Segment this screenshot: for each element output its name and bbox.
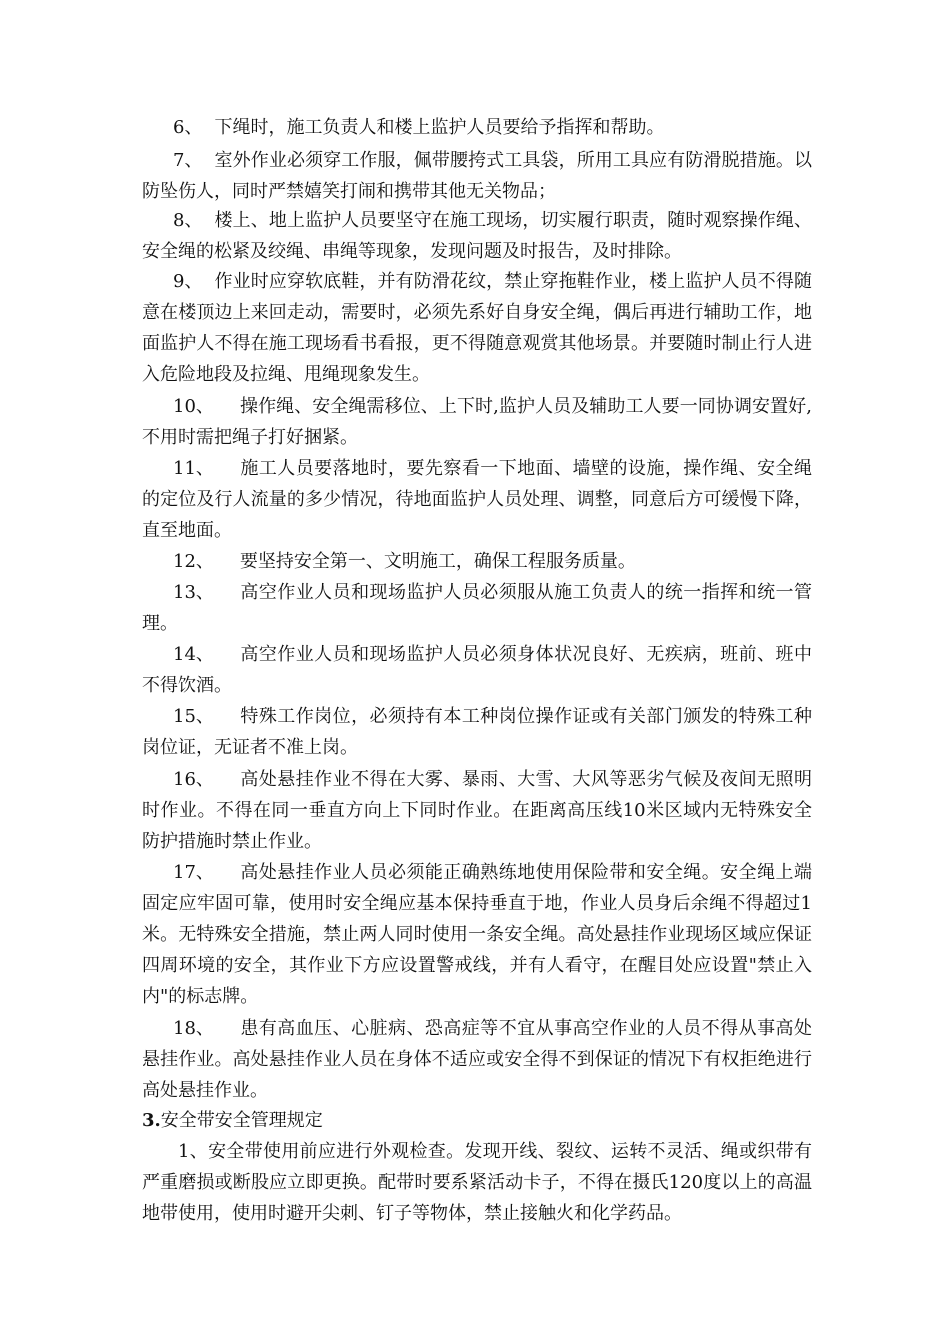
- list-item: [142, 453, 812, 546]
- item-text: 高空作业人员和现场监护人员必须身体状况良好、无疾病，班前、班中不得饮酒。: [142, 644, 812, 696]
- section-number: 3.: [142, 1110, 161, 1131]
- item-number: 13、: [173, 582, 214, 603]
- paragraph: [142, 1136, 812, 1229]
- item-text: 室外作业必须穿工作服，佩带腰挎式工具袋，所用工具应有防滑脱措施。以防坠伤人，同时严禁嬉笑打闹和携带其他无关物品；: [142, 150, 812, 202]
- list-item: [142, 857, 812, 1012]
- item-number: 9、: [173, 271, 203, 292]
- list-item: [142, 112, 812, 143]
- item-text: 操作绳、安全绳需移位、上下时,监护人员及辅助工人要一同协调安置好,不用时需把绳子打好捆紧。: [142, 396, 812, 448]
- list-item: [142, 577, 812, 639]
- list-item: [142, 764, 812, 857]
- section-heading: [142, 1106, 812, 1136]
- item-number: 7、: [173, 150, 203, 171]
- item-text: 作业时应穿软底鞋，并有防滑花纹，禁止穿拖鞋作业，楼上监护人员不得随意在楼顶边上来回走动，需要时，必须先系好自身安全绳，偶后再进行辅助工作，地面监护人不得在施工现场看书看报，更不得随意观赏其他场景。并要随时制止行人进入危险地段及拉绳、甩绳现象发生。: [142, 271, 812, 385]
- item-text: 高处悬挂作业人员必须能正确熟练地使用保险带和安全绳。安全绳上端固定应牢固可靠，使用时安全绳应基本保持垂直于地，作业人员身后余绳不得超过1米。无特殊安全措施，禁止两人同时使用一条安全绳。高处悬挂作业现场区域应保证四周环境的安全，其作业下方应设置警戒线，并有人看守，在醒目处应设置"禁止入内"的标志牌。: [142, 862, 812, 1007]
- item-number: 11、: [173, 458, 214, 479]
- item-number: 6、: [173, 117, 203, 138]
- list-item: [142, 1013, 812, 1106]
- list-item: [142, 701, 812, 763]
- paragraph-text: 1、安全带使用前应进行外观检查。发现开线、裂纹、运转不灵活、绳或织带有严重磨损或断股应立即更换。配带时要系紧活动卡子，不得在摄氏120度以上的高温地带使用，使用时避开尖刺、钉子等物体，禁止接触火和化学药品。: [142, 1141, 812, 1224]
- item-number: 16、: [173, 769, 214, 790]
- section-title: 安全带安全管理规定: [160, 1110, 323, 1131]
- item-text: 特殊工作岗位，必须持有本工种岗位操作证或有关部门颁发的特殊工种岗位证，无证者不准上岗。: [142, 706, 812, 758]
- list-item: [142, 205, 812, 267]
- list-item: [142, 391, 812, 453]
- item-text: 楼上、地上监护人员要坚守在施工现场，切实履行职责，随时观察操作绳、安全绳的松紧及绞绳、串绳等现象，发现问题及时报告，及时排除。: [142, 210, 812, 262]
- list-item: [142, 639, 812, 701]
- list-item: [142, 266, 812, 390]
- item-text: 下绳时，施工负责人和楼上监护人员要给予指挥和帮助。: [214, 117, 665, 138]
- list-item: [142, 546, 812, 577]
- item-number: 15、: [173, 706, 214, 727]
- item-text: 高空作业人员和现场监护人员必须服从施工负责人的统一指挥和统一管理。: [142, 582, 812, 634]
- item-number: 8、: [173, 210, 203, 231]
- item-text: 高处悬挂作业不得在大雾、暴雨、大雪、大风等恶劣气候及夜间无照明时作业。不得在同一垂直方向上下同时作业。在距离高压线10米区域内无特殊安全防护措施时禁止作业。: [142, 769, 812, 852]
- item-number: 12、: [173, 551, 214, 572]
- item-text: 施工人员要落地时，要先察看一下地面、墙壁的设施，操作绳、安全绳的定位及行人流量的多少情况，待地面监护人员处理、调整，同意后方可缓慢下降，直至地面。: [142, 458, 812, 541]
- item-number: 14、: [173, 644, 214, 665]
- item-number: 17、: [173, 862, 214, 883]
- list-item: [142, 145, 812, 207]
- item-number: 18、: [173, 1018, 214, 1039]
- item-text: 患有高血压、心脏病、恐高症等不宜从事高空作业的人员不得从事高处悬挂作业。高处悬挂作业人员在身体不适应或安全得不到保证的情况下有权拒绝进行高处悬挂作业。: [142, 1018, 812, 1101]
- item-number: 10、: [173, 396, 214, 417]
- item-text: 要坚持安全第一、文明施工，确保工程服务质量。: [239, 551, 636, 572]
